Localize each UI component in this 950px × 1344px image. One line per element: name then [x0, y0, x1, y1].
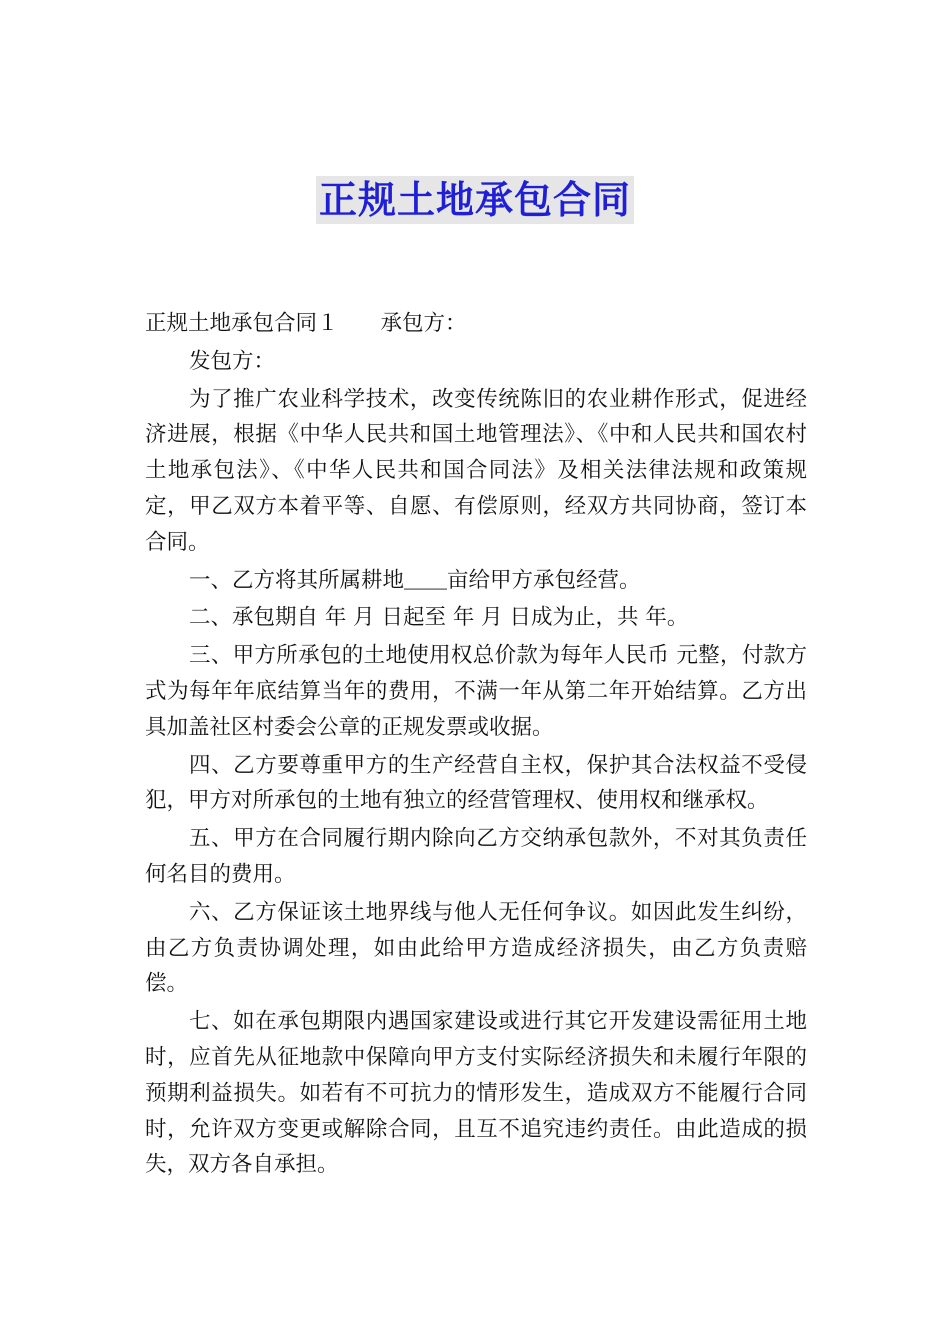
contractor-label: 承包方：: [380, 311, 467, 336]
clause-5: 五、甲方在合同履行期内除向乙方交纳承包款外，不对其负责任何名目的费用。: [145, 826, 807, 887]
clause-3: 三、甲方所承包的土地使用权总价款为每年人民币 元整，付款方式为每年年底结算当年的费用，不满一年从第二年开始结算。乙方出具加盖社区村委会公章的正规发票或收据。: [145, 643, 807, 740]
document-body: [145, 306, 807, 1185]
clause-2: 二、承包期自 年 月 日起至 年 月 日成为止，共 年。: [189, 605, 689, 631]
clause-7: 七、如在承包期限内遇国家建设或进行其它开发建设需征用土地时，应首先从征地款中保障向甲方支付实际经济损失和未履行年限的预期利益损失。如若有不可抗力的情形发生，造成双方不能履行合同时，允许双方变更或解除合同，且互不追究违约责任。由此造成的损失，双方各自承担。: [145, 1009, 807, 1178]
paragraph-preamble: 为了推广农业科学技术，改变传统陈旧的农业耕作形式，促进经济进展，根据《中华人民共和国土地管理法》、《中和人民共和国农村土地承包法》、《中华人民共和国合同法》及相关法律法规和政策规定，甲乙双方本着平等、自愿、有偿原则，经双方共同协商，签订本合同。: [145, 386, 807, 555]
title-container: [0, 176, 950, 224]
clause-6: 六、乙方保证该土地界线与他人无任何争议。如因此发生纠纷，由乙方负责协调处理，如由此给甲方造成经济损失，由乙方负责赔偿。: [145, 899, 807, 997]
clause-4: 四、乙方要尊重甲方的生产经营自主权，保护其合法权益不受侵犯，甲方对所承包的土地有独立的经营管理权、使用权和继承权。: [145, 752, 807, 814]
contract-label: 正规土地承包合同１: [145, 311, 339, 336]
paragraph-issuer: 发包方：: [189, 348, 276, 374]
clause-1: 一、乙方将其所属耕地＿＿亩给甲方承包经营。: [189, 567, 641, 593]
heading-line: [145, 306, 807, 342]
document-title: 正规土地承包合同: [316, 176, 634, 224]
